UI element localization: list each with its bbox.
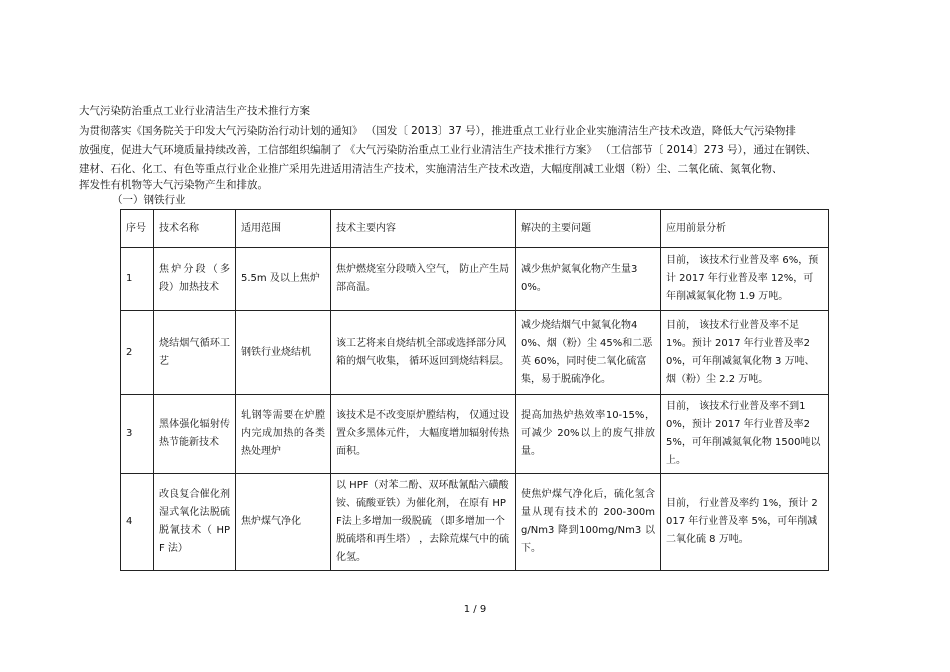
table-header-row [121, 210, 829, 248]
intro-line: 挥发性有机物等大气污染物产生和排放。 [79, 179, 268, 191]
cell-problem: 减少烧结烟气中氮氧化物40%、烟（粉）尘 45%和二恶英 60%，同时使二氧化硫富集，易于脱硫净化。 [516, 311, 661, 395]
header-cell: 技术主要内容 [331, 210, 516, 248]
header-cell: 解决的主要问题 [516, 210, 661, 248]
cell-no: 1 [121, 248, 154, 311]
cell-name: 黑体强化辐射传热节能新技术 [154, 395, 236, 474]
cell-prospect: 目前， 该技术行业普及率 6%，预计 2017 年行业普及率 12%，可年削减氮氧化物 1.9 万吨。 [661, 248, 829, 311]
table-row [121, 395, 829, 474]
cell-content: 该工艺将来自烧结机全部或选择部分风箱的烟气收集， 循环返回到烧结料层。 [331, 311, 516, 395]
cell-content: 该技术是不改变原炉膛结构， 仅通过设置众多黑体元件， 大幅度增加辐射传热面积。 [331, 395, 516, 474]
cell-problem: 提高加热炉热效率10-15%，可减少 20%以上的废气排放量。 [516, 395, 661, 474]
cell-problem: 减少焦炉氮氧化物产生量30%。 [516, 248, 661, 311]
cell-scope: 钢铁行业烧结机 [236, 311, 331, 395]
cell-scope: 5.5m 及以上焦炉 [236, 248, 331, 311]
intro-line: 放强度，促进大气环境质量持续改善，工信部组织编制了 《大气污染防治重点工业行业清洁生产技术推行方案》 （工信部节〔 2014〕273 号），通过在钢铁、 [79, 144, 817, 156]
cell-no: 2 [121, 311, 154, 395]
header-cell: 应用前景分析 [661, 210, 829, 248]
cell-prospect: 目前， 该技术行业普及率不足1%。预计 2017 年行业普及率20%，可年削减氮氧化物 3 万吨、烟（粉）尘 2.2 万吨。 [661, 311, 829, 395]
header-cell: 序号 [121, 210, 154, 248]
cell-prospect: 目前， 行业普及率约 1%，预计 2017 年行业普及率 5%，可年削减二氧化硫 8 万吨。 [661, 474, 829, 571]
cell-no: 3 [121, 395, 154, 474]
table-row [121, 474, 829, 571]
cell-no: 4 [121, 474, 154, 571]
cell-prospect: 目前， 该技术行业普及率不到10%，预计 2017 年行业普及率25%，可年削减氮氧化物 1500吨以上。 [661, 395, 829, 474]
table-row [121, 248, 829, 311]
cell-scope: 焦炉煤气净化 [236, 474, 331, 571]
section-title: （一）钢铁行业 [112, 194, 186, 206]
document-title: 大气污染防治重点工业行业清洁生产技术推行方案 [79, 105, 310, 117]
table-row [121, 311, 829, 395]
page-number: 1 / 9 [463, 604, 487, 615]
cell-scope: 轧钢等需要在炉膛内完成加热的各类热处理炉 [236, 395, 331, 474]
intro-line: 建材、石化、化工、有色等重点行业企业推广采用先进适用清洁生产技术，实施清洁生产技术改造，大幅度削减工业烟（粉）尘、二氧化硫、氮氧化物、 [79, 163, 783, 175]
cell-content: 焦炉燃烧室分段喷入空气， 防止产生局部高温。 [331, 248, 516, 311]
cell-name: 焦炉分段（多段）加热技术 [154, 248, 236, 311]
cell-name: 烧结烟气循环工艺 [154, 311, 236, 395]
intro-line: 为贯彻落实《国务院关于印发大气污染防治行动计划的通知》 （国发〔 2013〕37 号），推进重点工业行业企业实施清洁生产技术改造，降低大气污染物排 [79, 125, 796, 137]
cell-problem: 使焦炉煤气净化后，硫化氢含量从现有技术的 200-300mg/Nm3 降到100mg/Nm3 以下。 [516, 474, 661, 571]
cell-name: 改良复合催化剂湿式氧化法脱硫脱氰技术（ HPF 法） [154, 474, 236, 571]
header-cell: 技术名称 [154, 210, 236, 248]
header-cell: 适用范围 [236, 210, 331, 248]
technology-table [120, 209, 829, 571]
cell-content: 以 HPF（对苯二酚、双环酞氰酤六磺酸铵、硫酸亚铁）为催化剂， 在原有 HPF法上多增加一级脱硫 （即多增加一个脱硫塔和再生塔） ，去除荒煤气中的硫化氢。 [331, 474, 516, 571]
